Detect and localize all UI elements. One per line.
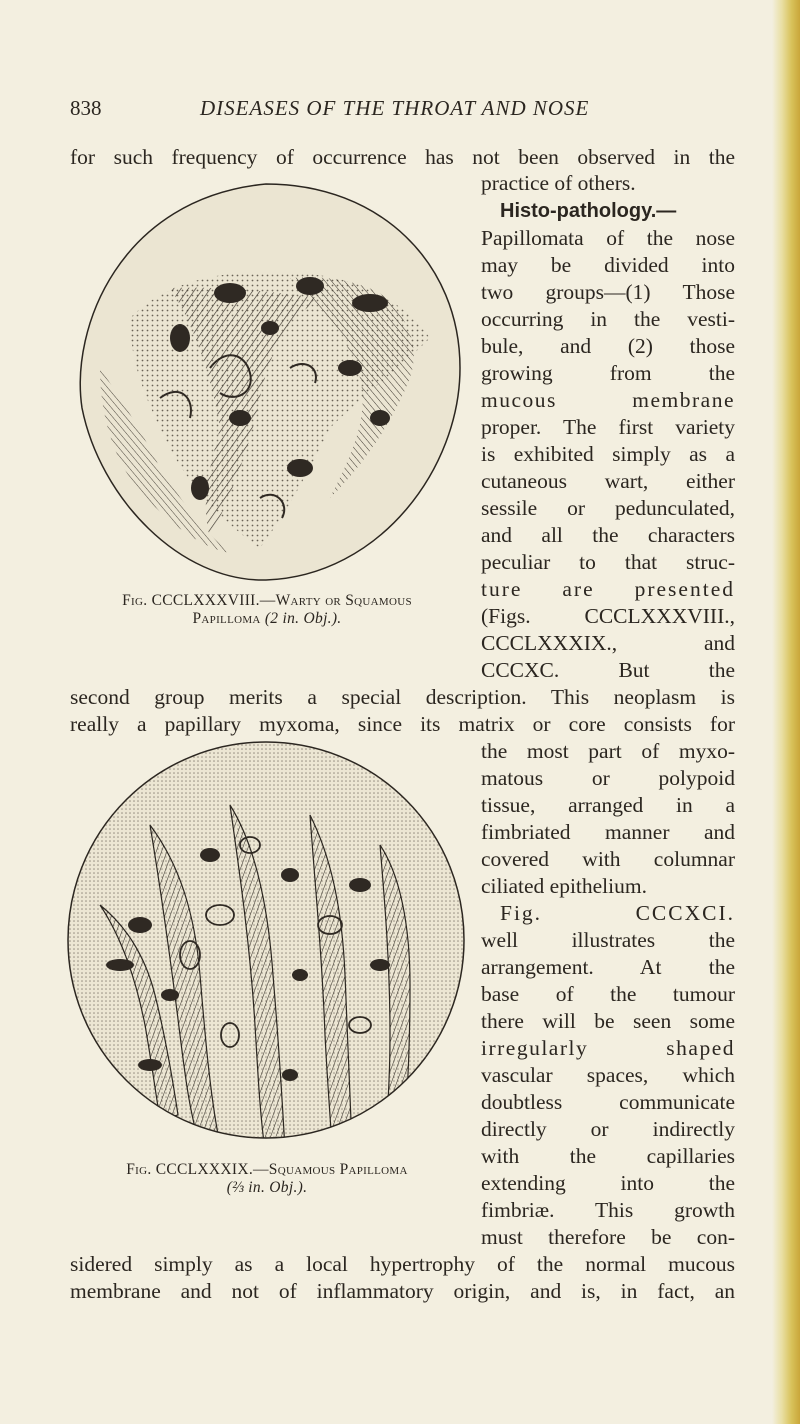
text-line: tissue, arranged in a bbox=[481, 793, 735, 817]
text-line: CCCLXXXIX., and bbox=[481, 631, 735, 655]
text-line: peculiar to that struc- bbox=[481, 550, 735, 574]
text-line: matous or polypoid bbox=[481, 766, 735, 790]
caption-scale-prefix: Papilloma bbox=[192, 610, 265, 627]
page-edge bbox=[772, 0, 800, 1424]
text-line: extending into the bbox=[481, 1171, 735, 1195]
text-line: really a papillary myxoma, since its matrix or core consists for bbox=[70, 712, 735, 736]
figure-squamous-papilloma bbox=[60, 735, 472, 1155]
caption-scale: (2 in. Obj.). bbox=[264, 610, 342, 627]
text-line: proper. The first variety bbox=[481, 415, 735, 439]
text-line: there will be seen some bbox=[481, 1009, 735, 1033]
text-line: occurring in the vesti- bbox=[481, 307, 735, 331]
text-line: sidered simply as a local hypertrophy of the normal mucous bbox=[70, 1252, 735, 1276]
text-line: and all the characters bbox=[481, 523, 735, 547]
text-line: irregularly shaped bbox=[481, 1036, 735, 1060]
text-line: doubtless communicate bbox=[481, 1090, 735, 1114]
text-line: with the capillaries bbox=[481, 1144, 735, 1168]
page-header bbox=[70, 96, 760, 126]
text-line: growing from the bbox=[481, 361, 735, 385]
page-number: 838 bbox=[70, 96, 102, 120]
text-line: the most part of myxo- bbox=[481, 739, 735, 763]
running-title: DISEASES OF THE THROAT AND NOSE bbox=[200, 96, 590, 120]
figure-caption bbox=[62, 592, 472, 628]
text-line: two groups—(1) Those bbox=[481, 280, 735, 304]
text-line: directly or indirectly bbox=[481, 1117, 735, 1141]
text-line: ciliated epithelium. bbox=[481, 874, 647, 898]
text-line: mucous membrane bbox=[481, 388, 735, 412]
micrograph-warty-papilloma-image bbox=[60, 168, 472, 588]
text-line: may be divided into bbox=[481, 253, 735, 277]
figure-caption bbox=[62, 1161, 472, 1197]
text-line: ture are presented bbox=[481, 577, 735, 601]
caption-scale-line bbox=[62, 1179, 472, 1197]
text-line: covered with columnar bbox=[481, 847, 735, 871]
text-line: sessile or pedunculated, bbox=[481, 496, 735, 520]
caption-scale: (⅔ in. Obj.). bbox=[226, 1179, 308, 1196]
text-line: is exhibited simply as a bbox=[481, 442, 735, 466]
caption-scale-line bbox=[62, 610, 472, 628]
text-line: second group merits a special description. This neoplasm is bbox=[70, 685, 735, 709]
text-line: for such frequency of occurrence has not been observed in the bbox=[70, 145, 735, 169]
text-line: (Figs. CCCLXXXVIII., bbox=[481, 604, 735, 628]
text-line: must therefore be con- bbox=[481, 1225, 735, 1249]
text-line: arrangement. At the bbox=[481, 955, 735, 979]
text-line: practice of others. bbox=[481, 171, 636, 195]
text-line: membrane and not of inflammatory origin, and is, in fact, an bbox=[70, 1279, 735, 1303]
text-line: fimbriated manner and bbox=[481, 820, 735, 844]
text-line: bule, and (2) those bbox=[481, 334, 735, 358]
text-line: base of the tumour bbox=[481, 982, 735, 1006]
micrograph-squamous-papilloma-image bbox=[60, 735, 472, 1155]
caption-title: Fig. CCCLXXXIX.—Squamous Papilloma bbox=[126, 1161, 408, 1178]
figure-warty-papilloma bbox=[60, 168, 472, 588]
text-line: Papillomata of the nose bbox=[481, 226, 735, 250]
text-line: vascular spaces, which bbox=[481, 1063, 735, 1087]
text-line: well illustrates the bbox=[481, 928, 735, 952]
caption-title: Fig. CCCLXXXVIII.—Warty or Squamous bbox=[122, 592, 412, 609]
text-line: CCCXC. But the bbox=[481, 658, 735, 682]
section-heading: Histo-pathology.— bbox=[500, 200, 677, 222]
text-line: fimbriæ. This growth bbox=[481, 1198, 735, 1222]
text-line: Fig. CCCXCI. bbox=[500, 901, 735, 925]
text-line: cutaneous wart, either bbox=[481, 469, 735, 493]
